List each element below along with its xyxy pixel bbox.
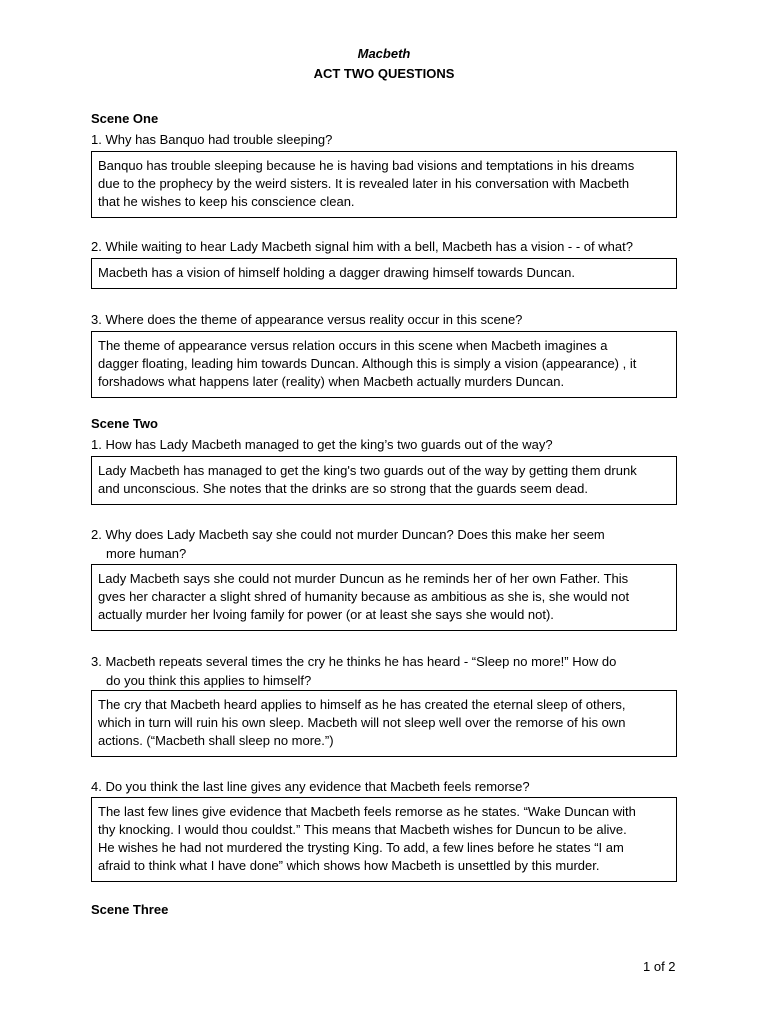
answer-line: actually murder her lvoing family for power (or at least she says she would not). bbox=[98, 607, 554, 622]
question-2-2 bbox=[91, 525, 691, 563]
question-2-4: 4. Do you think the last line gives any evidence that Macbeth feels remorse? bbox=[91, 779, 530, 794]
answer-line: Banquo has trouble sleeping because he is having bad visions and temptations in his dreams bbox=[98, 158, 635, 173]
answer-box-2-2 bbox=[91, 564, 677, 631]
answer-line: which in turn will ruin his own sleep. Macbeth will not sleep well over the remorse of his own bbox=[98, 715, 626, 730]
question-line: do you think this applies to himself? bbox=[106, 673, 312, 688]
scene-one-heading: Scene One bbox=[91, 111, 159, 126]
question-line: more human? bbox=[106, 546, 187, 561]
answer-box-2-3 bbox=[91, 690, 677, 757]
answer-line: Lady Macbeth has managed to get the king's two guards out of the way by getting them drunk bbox=[98, 463, 637, 478]
answer-box-1-2 bbox=[91, 258, 677, 289]
question-1-2: 2. While waiting to hear Lady Macbeth signal him with a bell, Macbeth has a vision - - of what? bbox=[91, 239, 633, 254]
answer-line: dagger floating, leading him towards Duncan. Although this is simply a vision (appearance) , it bbox=[98, 356, 637, 371]
answer-line: The theme of appearance versus relation occurs in this scene when Macbeth imagines a bbox=[98, 338, 608, 353]
answer-line: actions. (“Macbeth shall sleep no more.”) bbox=[98, 733, 334, 748]
answer-line: Lady Macbeth says she could not murder Duncun as he reminds her of her own Father. This bbox=[98, 571, 629, 586]
answer-box-1-1 bbox=[91, 151, 677, 218]
answer-line: He wishes he had not murdered the trysting King. To add, a few lines before he states “I am bbox=[98, 840, 624, 855]
answer-line: gves her character a slight shred of humanity because as ambitious as she is, she would not bbox=[98, 589, 630, 604]
answer-line: and unconscious. She notes that the drinks are so strong that the guards seem dead. bbox=[98, 481, 588, 496]
answer-line: The last few lines give evidence that Macbeth feels remorse as he states. “Wake Duncan with bbox=[98, 804, 636, 819]
answer-line: thy knocking. I would thou couldst.” This means that Macbeth wishes for Duncun to be alive. bbox=[98, 822, 627, 837]
answer-line: The cry that Macbeth heard applies to himself as he has created the eternal sleep of others, bbox=[98, 697, 626, 712]
question-line: 3. Macbeth repeats several times the cry he thinks he has heard - “Sleep no more!” How do bbox=[91, 654, 617, 669]
question-line: 2. Why does Lady Macbeth say she could not murder Duncan? Does this make her seem bbox=[91, 527, 605, 542]
question-1-3: 3. Where does the theme of appearance versus reality occur in this scene? bbox=[91, 312, 523, 327]
answer-box-1-3 bbox=[91, 331, 677, 398]
answer-line: Macbeth has a vision of himself holding a dagger drawing himself towards Duncan. bbox=[98, 265, 575, 280]
question-2-1: 1. How has Lady Macbeth managed to get the king’s two guards out of the way? bbox=[91, 437, 553, 452]
answer-box-2-1 bbox=[91, 456, 677, 505]
scene-three-heading: Scene Three bbox=[91, 902, 169, 917]
document-subtitle: ACT TWO QUESTIONS bbox=[313, 66, 455, 81]
question-2-3 bbox=[91, 652, 691, 690]
answer-box-2-4 bbox=[91, 797, 677, 882]
document-title: Macbeth bbox=[357, 46, 411, 61]
answer-line: that he wishes to keep his conscience clean. bbox=[98, 194, 355, 209]
question-1-1: 1. Why has Banquo had trouble sleeping? bbox=[91, 132, 333, 147]
scene-two-heading: Scene Two bbox=[91, 416, 158, 431]
answer-line: afraid to think what I have done” which shows how Macbeth is unsettled by this murder. bbox=[98, 858, 600, 873]
answer-line: due to the prophecy by the weird sisters. It is revealed later in his conversation with Macbeth bbox=[98, 176, 630, 191]
answer-line: forshadows what happens later (reality) when Macbeth actually murders Duncan. bbox=[98, 374, 565, 389]
page-number: 1 of 2 bbox=[643, 959, 676, 974]
